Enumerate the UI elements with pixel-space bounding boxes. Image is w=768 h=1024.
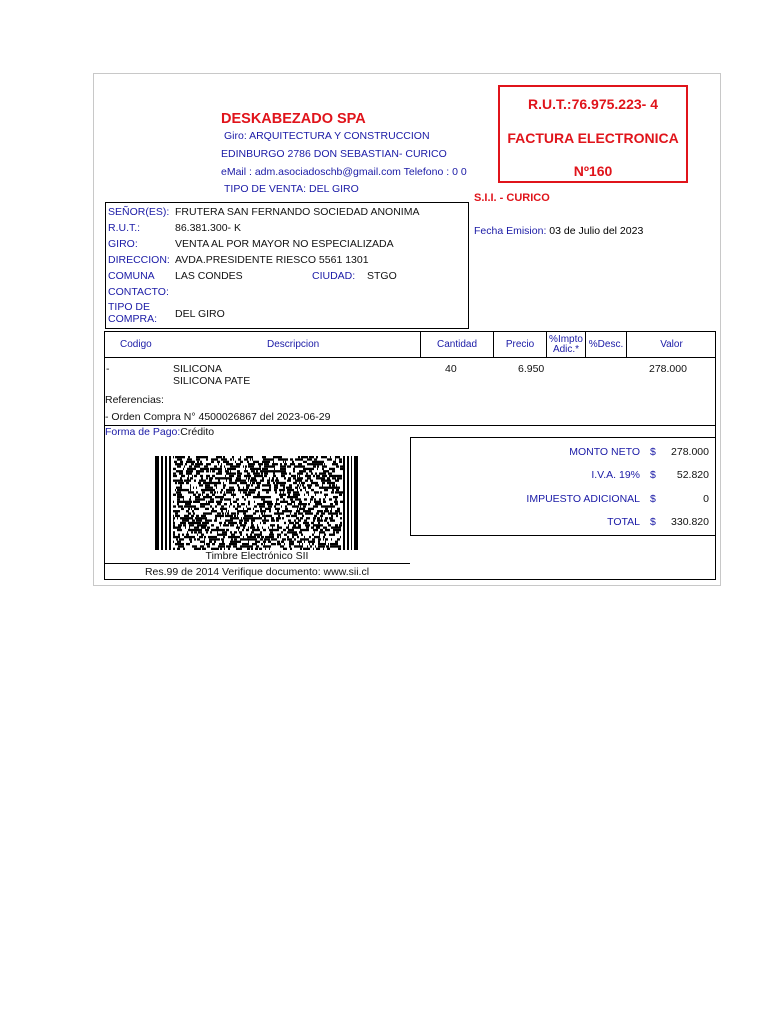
document-id-box bbox=[498, 85, 688, 183]
issuer-sale-type: TIPO DE VENTA: DEL GIRO bbox=[224, 183, 359, 195]
client-direccion-value: AVDA.PRESIDENTE RIESCO 5561 1301 bbox=[175, 254, 369, 266]
invoice-sheet bbox=[93, 73, 721, 586]
client-ciudad-value: STGO bbox=[367, 270, 397, 282]
issuer-contact: eMail : adm.asociadoschb@gmail.com Telefono : 0 0 bbox=[221, 166, 467, 178]
issuer-name: DESKABEZADO SPA bbox=[221, 111, 366, 127]
items-header bbox=[105, 332, 715, 358]
referencia-item: - Orden Compra N° 4500026867 del 2023-06-29 bbox=[105, 411, 331, 423]
electronic-stamp-barcode bbox=[155, 456, 359, 550]
client-box bbox=[105, 202, 469, 329]
issue-date-value: 03 de Julio del 2023 bbox=[549, 225, 644, 237]
client-contacto-label: CONTACTO: bbox=[108, 286, 169, 298]
header-precio: Precio bbox=[494, 332, 547, 357]
header-impto-line-1: %Impto bbox=[549, 333, 583, 345]
row-codigo: - bbox=[106, 363, 110, 375]
client-tipo-compra-label-2: COMPRA: bbox=[108, 313, 158, 325]
client-comuna-label: COMUNA bbox=[108, 270, 155, 282]
issuer-address: EDINBURGO 2786 DON SEBASTIAN- CURICO bbox=[221, 148, 447, 160]
total-value: 330.820 bbox=[671, 516, 709, 528]
client-tipo-compra-label-1: TIPO DE bbox=[108, 301, 151, 313]
referencias-label: Referencias: bbox=[105, 394, 164, 406]
iva-value: 52.820 bbox=[676, 469, 709, 481]
header-desc: %Desc. bbox=[586, 332, 627, 357]
header-valor: Valor bbox=[660, 338, 683, 350]
document-number: Nº160 bbox=[573, 163, 613, 179]
row-cantidad: 40 bbox=[445, 363, 457, 375]
forma-pago bbox=[105, 426, 214, 438]
row-descripcion-1: SILICONA bbox=[173, 363, 223, 375]
issuer-giro: Giro: ARQUITECTURA Y CONSTRUCCION bbox=[224, 130, 430, 142]
header-cell-group bbox=[105, 332, 421, 357]
neto-value: 278.000 bbox=[671, 446, 709, 458]
adicional-value: 0 bbox=[703, 493, 709, 505]
neto-label: MONTO NETO bbox=[569, 446, 640, 458]
header-descripcion: Descripcion bbox=[267, 338, 320, 350]
client-giro-value: VENTA AL POR MAYOR NO ESPECIALIZADA bbox=[175, 238, 394, 250]
sii-office: S.I.I. - CURICO bbox=[474, 192, 550, 204]
neto-currency: $ bbox=[650, 446, 656, 458]
issue-date bbox=[474, 225, 643, 237]
client-rut-label: R.U.T.: bbox=[108, 222, 141, 234]
total-label: TOTAL bbox=[607, 516, 640, 528]
client-giro-label: GIRO: bbox=[108, 238, 138, 250]
document-rut: R.U.T.:76.975.223- 4 bbox=[528, 96, 658, 112]
header-cantidad: Cantidad bbox=[421, 332, 494, 357]
row-descripcion-2: SILICONA PATE bbox=[173, 375, 251, 387]
forma-pago-value: Crédito bbox=[180, 426, 215, 438]
client-senor-label: SEÑOR(ES): bbox=[108, 206, 170, 218]
adicional-currency: $ bbox=[650, 493, 656, 505]
client-comuna-value: LAS CONDES bbox=[175, 270, 243, 282]
document-type: FACTURA ELECTRONICA bbox=[507, 130, 679, 146]
iva-currency: $ bbox=[650, 469, 656, 481]
stamp-caption: Timbre Electrónico SII bbox=[205, 550, 309, 562]
header-codigo: Codigo bbox=[120, 338, 152, 350]
divider bbox=[105, 563, 410, 564]
row-valor: 278.000 bbox=[649, 363, 687, 375]
header-impto-line-2: Adic.* bbox=[552, 343, 580, 355]
totals-box bbox=[410, 437, 716, 536]
client-senor-value: FRUTERA SAN FERNANDO SOCIEDAD ANONIMA bbox=[175, 206, 420, 218]
client-ciudad-label: CIUDAD: bbox=[312, 270, 356, 282]
header-impto bbox=[547, 332, 586, 357]
client-direccion-label: DIRECCION: bbox=[108, 254, 170, 266]
issue-date-label: Fecha Emision: bbox=[474, 225, 547, 237]
client-rut-value: 86.381.300- K bbox=[175, 222, 241, 234]
client-tipo-compra-value: DEL GIRO bbox=[175, 308, 225, 320]
forma-pago-label: Forma de Pago: bbox=[105, 426, 181, 438]
stamp-resolution: Res.99 de 2014 Verifique documento: www.sii.cl bbox=[144, 566, 370, 578]
iva-label: I.V.A. 19% bbox=[591, 469, 640, 481]
adicional-label: IMPUESTO ADICIONAL bbox=[526, 493, 640, 505]
total-currency: $ bbox=[650, 516, 656, 528]
items-table bbox=[104, 331, 716, 580]
row-precio: 6.950 bbox=[518, 363, 545, 375]
